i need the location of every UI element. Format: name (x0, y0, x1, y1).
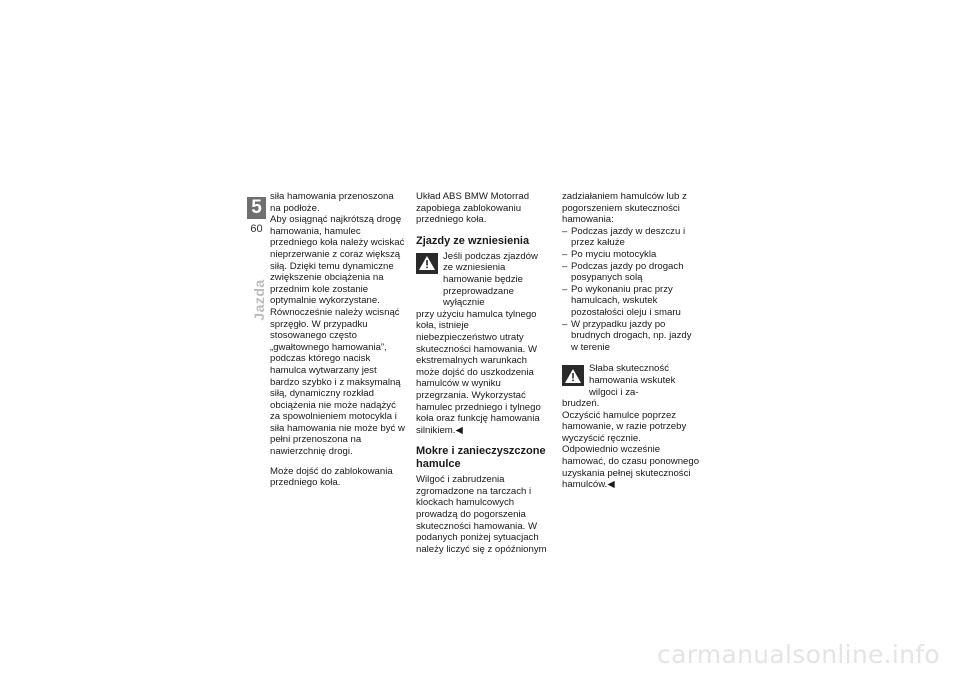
chapter-number: 5 (251, 197, 262, 218)
paragraph: Oczyścić hamulce poprzez hamowanie, w razie potrzeby wyczyścić ręcznie. (562, 409, 687, 444)
column-1 (270, 191, 406, 489)
warning-block (562, 363, 700, 398)
condition-list (562, 226, 700, 354)
warning-block (416, 251, 549, 309)
watermark: carmanualsonline.info (657, 640, 940, 669)
paragraph: brudzeń. (562, 398, 600, 410)
paragraph: przy użyciu hamulca tylnego koła, istnieje niebezpieczeństwo utraty skuteczności hamowania. W ekstremalnych warunkach może dojść do uszkodzenia hamulców w wyniku przegrzania. Wykorzystać hamulec przedniego i tylnego koła oraz funkcję hamowania silnikiem.◀ (416, 308, 541, 436)
list-item: – Podczas jazdy po drogach posypanych solą (562, 260, 684, 284)
warning-triangle-icon (416, 253, 438, 274)
list-item: – Podczas jazdy w deszczu i przez kałuże (562, 225, 686, 249)
page-number: 60 (250, 223, 263, 235)
paragraph: Może dojść do zablokowania przedniego koła. (270, 465, 393, 489)
list-item: – W przypadku jazdy po brudnych drogach, np. jazdy w terenie (562, 318, 692, 353)
column-2 (416, 191, 549, 555)
paragraph: zadziałaniem hamulców lub z pogorszeniem skuteczności hamowania: (562, 191, 687, 226)
column-3 (562, 191, 700, 491)
warning-text: Jeśli podczas zjazdów ze wzniesienia hamowanie będzie przeprowadzane wyłącznie (443, 250, 538, 309)
section-title: Jazda (251, 279, 267, 321)
paragraph: Odpowiednio wcześnie hamować, do czasu ponownego uzyskania pełnej skuteczności hamulców.◀ (562, 444, 700, 491)
heading-wet-brakes: Mokre i zanieczyszczone hamulce (416, 445, 546, 471)
warning-text: Słaba skuteczność hamowania wskutek wilgoci i za- (589, 363, 676, 398)
paragraph: siła hamowania przenoszona na podłoże. (270, 191, 394, 214)
chapter-tab (247, 197, 266, 219)
warning-triangle-icon (562, 365, 584, 386)
list-item: – Po wykonaniu prac przy hamulcach, wskutek pozostałości oleju i smaru (562, 283, 681, 318)
list-item: – Po myciu motocykla (562, 248, 657, 260)
paragraph: Układ ABS BMW Motorrad zapobiega zablokowaniu przedniego koła. (416, 191, 530, 226)
paragraph: Aby osiągnąć najkrótszą drogę hamowania, hamulec przedniego koła należy wciskać nieprzerwanie z coraz większą siłą. Dzięki temu dynamiczne zwiększenie obciążenia na przednim kole zostanie optymalnie wykorzystane. Równocześnie należy wcisnąć sprzęgło. W przypadku stosowanego często „gwałtownego hamowania”, podczas którego nacisk hamulca wytwarzany jest bardzo szybko i z maksymalną siłą, dynamiczny rozkład obciążenia nie może nadążyć za spowolnieniem motocykla i siła hamowania nie może być w pełni przenoszona na nawierzchnię drogi. (270, 214, 405, 458)
paragraph: Wilgoć i zabrudzenia zgromadzone na tarczach i klockach hamulcowych prowadzą do pogorszenia skuteczności hamowania. W podanych poniżej sytuacjach należy liczyć się z opóźnionym (416, 474, 547, 555)
heading-downhill: Zjazdy ze wzniesienia (416, 234, 530, 247)
